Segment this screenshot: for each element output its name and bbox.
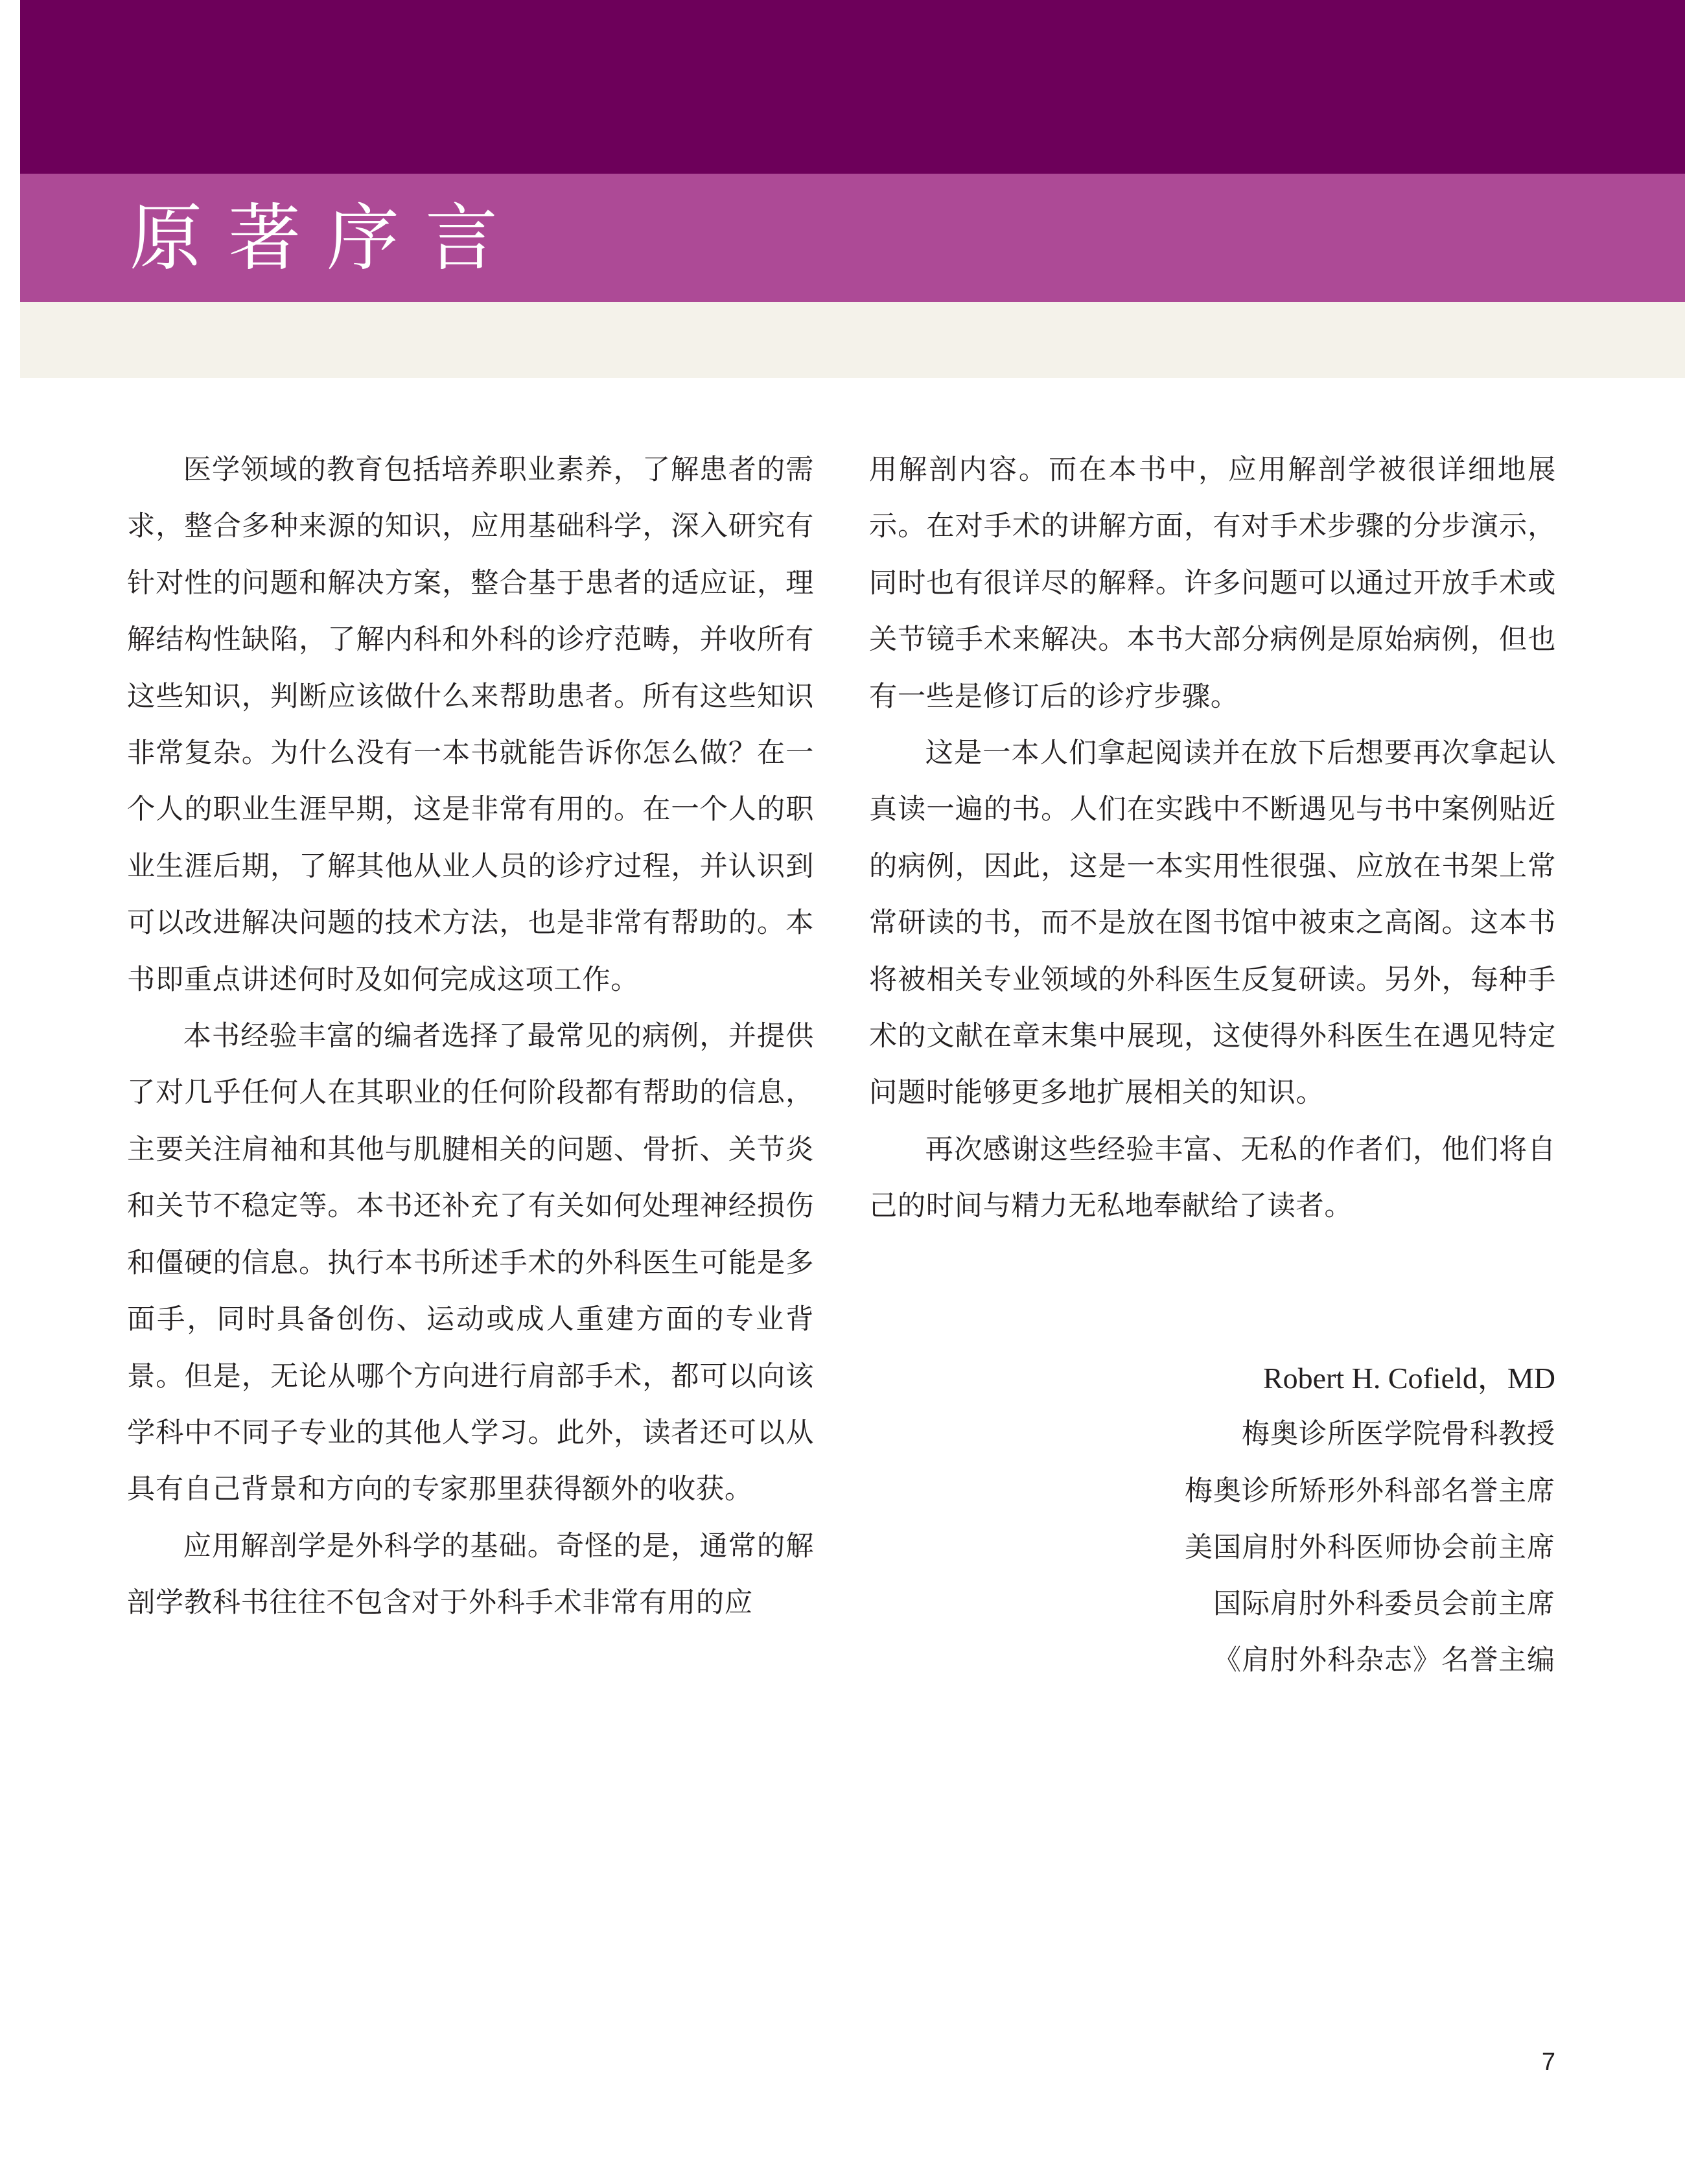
paragraph: 本书经验丰富的编者选择了最常见的病例，并提供了对几乎任何人在其职业的任何阶段都有帮助的信息，主要关注肩袖和其他与肌腱相关的问题、骨折、关节炎和关节不稳定等。本书还补充了有关如何处理神经损伤和僵硬的信息。执行本书所述手术的外科医生可能是多面手，同时具备创伤、运动或成人重建方面的专业背景。但是，无论从哪个方向进行肩部手术，都可以向该学科中不同子专业的其他人学习。此外，读者还可以从具有自己背景和方向的专家那里获得额外的收获。 — [127, 1020, 814, 1506]
page-number: 7 — [1541, 2049, 1555, 2076]
header-dark-band — [20, 0, 1685, 174]
author-role: 梅奥诊所医学院骨科教授 — [1242, 1418, 1555, 1451]
author-role: 美国肩肘外科医师协会前主席 — [1185, 1531, 1555, 1564]
paragraph: 再次感谢这些经验丰富、无私的作者们，他们将自己的时间与精力无私地奉献给了读者。 — [869, 1133, 1556, 1223]
left-column — [127, 442, 814, 1632]
author-name: Robert H. Cofield，MD — [1262, 1362, 1555, 1395]
paragraph: 医学领域的教育包括培养职业素养，了解患者的需求，整合多种来源的知识，应用基础科学，深入研究有针对性的问题和解决方案，整合基于患者的适应证，理解结构性缺陷，了解内科和外科的诊疗范畴，并收所有这些知识，判断应该做什么来帮助患者。所有这些知识非常复杂。为什么没有一本书就能告诉你怎么做？在一个人的职业生涯早期，这是非常有用的。在一个人的职业生涯后期，了解其他从业人员的诊疗过程，并认识到可以改进解决问题的技术方法，也是非常有帮助的。本书即重点讲述何时及如何完成这项工作。 — [127, 454, 814, 996]
author-role: 梅奥诊所矫形外科部名誉主席 — [1185, 1474, 1555, 1507]
author-role: 《肩肘外科杂志》名誉主编 — [1213, 1644, 1555, 1677]
right-column — [869, 442, 1556, 1235]
author-role: 国际肩肘外科委员会前主席 — [1213, 1588, 1555, 1621]
header-cream-band — [20, 302, 1685, 378]
paragraph: 应用解剖学是外科学的基础。奇怪的是，通常的解剖学教科书往往不包含对于外科手术非常有用的应 — [127, 1529, 814, 1620]
author-signature — [972, 1350, 1555, 1690]
paragraph: 这是一本人们拿起阅读并在放下后想要再次拿起认真读一遍的书。人们在实践中不断遇见与书中案例贴近的病例，因此，这是一本实用性很强、应放在书架上常常研读的书，而不是放在图书馆中被束之高阁。这本书将被相关专业领域的外科医生反复研读。另外，每种手术的文献在章末集中展现，这使得外科医生在遇见特定问题时能够更多地扩展相关的知识。 — [869, 737, 1556, 1109]
page-title: 原著序言 — [130, 196, 524, 281]
paragraph-continued: 用解剖内容。而在本书中，应用解剖学被很详细地展示。在对手术的讲解方面，有对手术步骤的分步演示，同时也有很详尽的解释。许多问题可以通过开放手术或关节镜手术来解决。本书大部分病例是原始病例，但也有一些是修订后的诊疗步骤。 — [869, 454, 1556, 713]
